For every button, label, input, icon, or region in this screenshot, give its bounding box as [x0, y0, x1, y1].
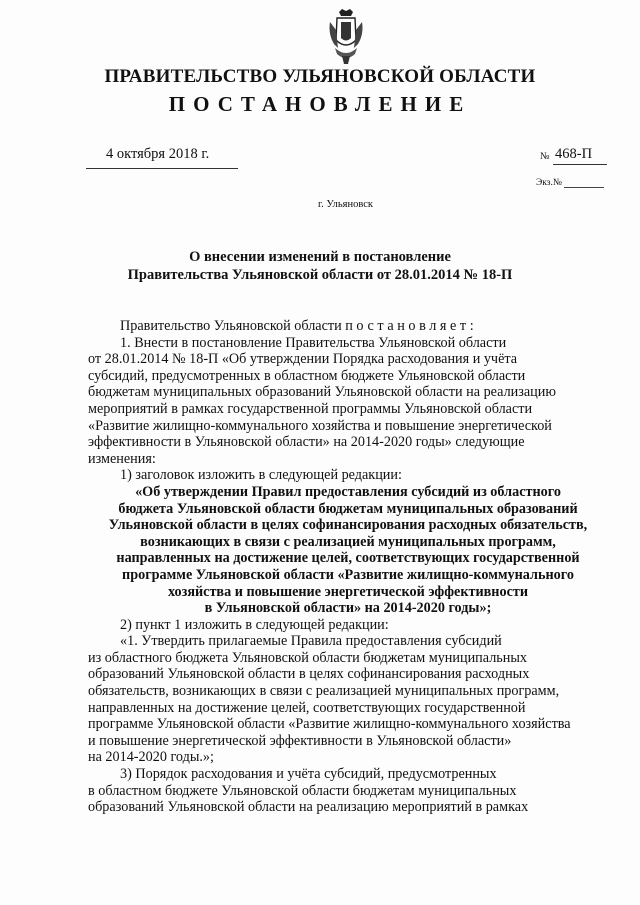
body-line: образований Ульяновской области на реализацию мероприятий в рамках [88, 799, 529, 816]
body-line: 2) пункт 1 изложить в следующей редакции: [120, 616, 389, 633]
bold-line: бюджета Ульяновской области бюджетам муниципальных образований [118, 500, 578, 517]
document-title [80, 248, 560, 284]
intro-keyword: постановляет: [345, 318, 478, 334]
body-line: 1. Внести в постановление Правительства Ульяновской области [120, 334, 507, 351]
bold-line: в Ульяновской области» на 2014-2020 годы»; [204, 600, 492, 617]
body-line: в областном бюджете Ульяновской области бюджетам муниципальных [88, 782, 517, 799]
body-line: из областного бюджета Ульяновской области бюджетам муниципальных [88, 649, 527, 666]
body-line: «1. Утвердить прилагаемые Правила предоставления субсидий [120, 633, 502, 650]
body-line: направленных на достижение целей, соответствующих государственной [88, 699, 526, 716]
bold-line: направленных на достижение целей, соответствующих государственной [116, 550, 580, 567]
intro-line [88, 318, 608, 335]
body-line: «Развитие жилищно-коммунального хозяйства и повышение энергетической [88, 417, 552, 434]
body-line: изменения: [88, 450, 156, 467]
bold-line: хозяйства и повышение энергетической эффективности [167, 583, 529, 600]
body-line: от 28.01.2014 № 18-П «Об утверждении Порядка расходования и учёта [88, 351, 518, 368]
document-type: ПОСТАНОВЛЕНИЕ [168, 92, 472, 116]
bold-line: возникающих в связи с реализацией муниципальных программ, [140, 533, 556, 550]
document-date: 4 октября 2018 г. [106, 146, 210, 162]
date-underline [86, 168, 238, 169]
city: г. Ульяновск [318, 199, 374, 210]
body-line: 3) Порядок расходования и учёта субсидий, предусмотренных [120, 766, 497, 783]
government-name: ПРАВИТЕЛЬСТВО УЛЬЯНОВСКОЙ ОБЛАСТИ [104, 66, 536, 87]
document-number: 468-П [555, 146, 593, 162]
body-line: и повышение энергетической эффективности в Ульяновской области» [88, 732, 512, 749]
body-line: 1) заголовок изложить в следующей редакции: [120, 467, 402, 484]
intro-prefix: Правительство Ульяновской области [120, 318, 346, 334]
bold-line: программе Ульяновской области «Развитие жилищно-коммунального [122, 566, 574, 583]
body-line: бюджетам муниципальных образований Ульяновской области на реализацию [88, 384, 556, 401]
body-line: программе Ульяновской области «Развитие жилищно-коммунального хозяйства [88, 716, 571, 733]
body-line: на 2014-2020 годы.»; [88, 749, 214, 766]
body-line: образований Ульяновской области в целях софинансирования расходных [88, 666, 530, 683]
title-line: О внесении изменений в постановление [189, 249, 451, 265]
copy-underline [564, 187, 604, 188]
number-underline [553, 164, 607, 165]
copy-label: Экз.№ [536, 178, 562, 188]
body-line: обязательств, возникающих в связи с реализацией муниципальных программ, [88, 683, 560, 700]
document-body [88, 318, 608, 816]
bold-line: «Об утверждении Правил предоставления субсидий из областного [135, 483, 561, 500]
bold-line: Ульяновской области в целях софинансирования расходных обязательств, [108, 517, 588, 534]
body-line: мероприятий в рамках государственной программы Ульяновской области [88, 400, 533, 417]
body-line: субсидий, предусмотренных в областном бюджете Ульяновской области [88, 367, 526, 384]
number-prefix: № [540, 151, 550, 162]
title-line: Правительства Ульяновской области от 28.01.2014 № 18-П [127, 267, 513, 283]
body-line: эффективности в Ульяновской области» на 2014-2020 годы» следующие [88, 434, 525, 451]
coat-of-arms-icon [327, 8, 365, 66]
